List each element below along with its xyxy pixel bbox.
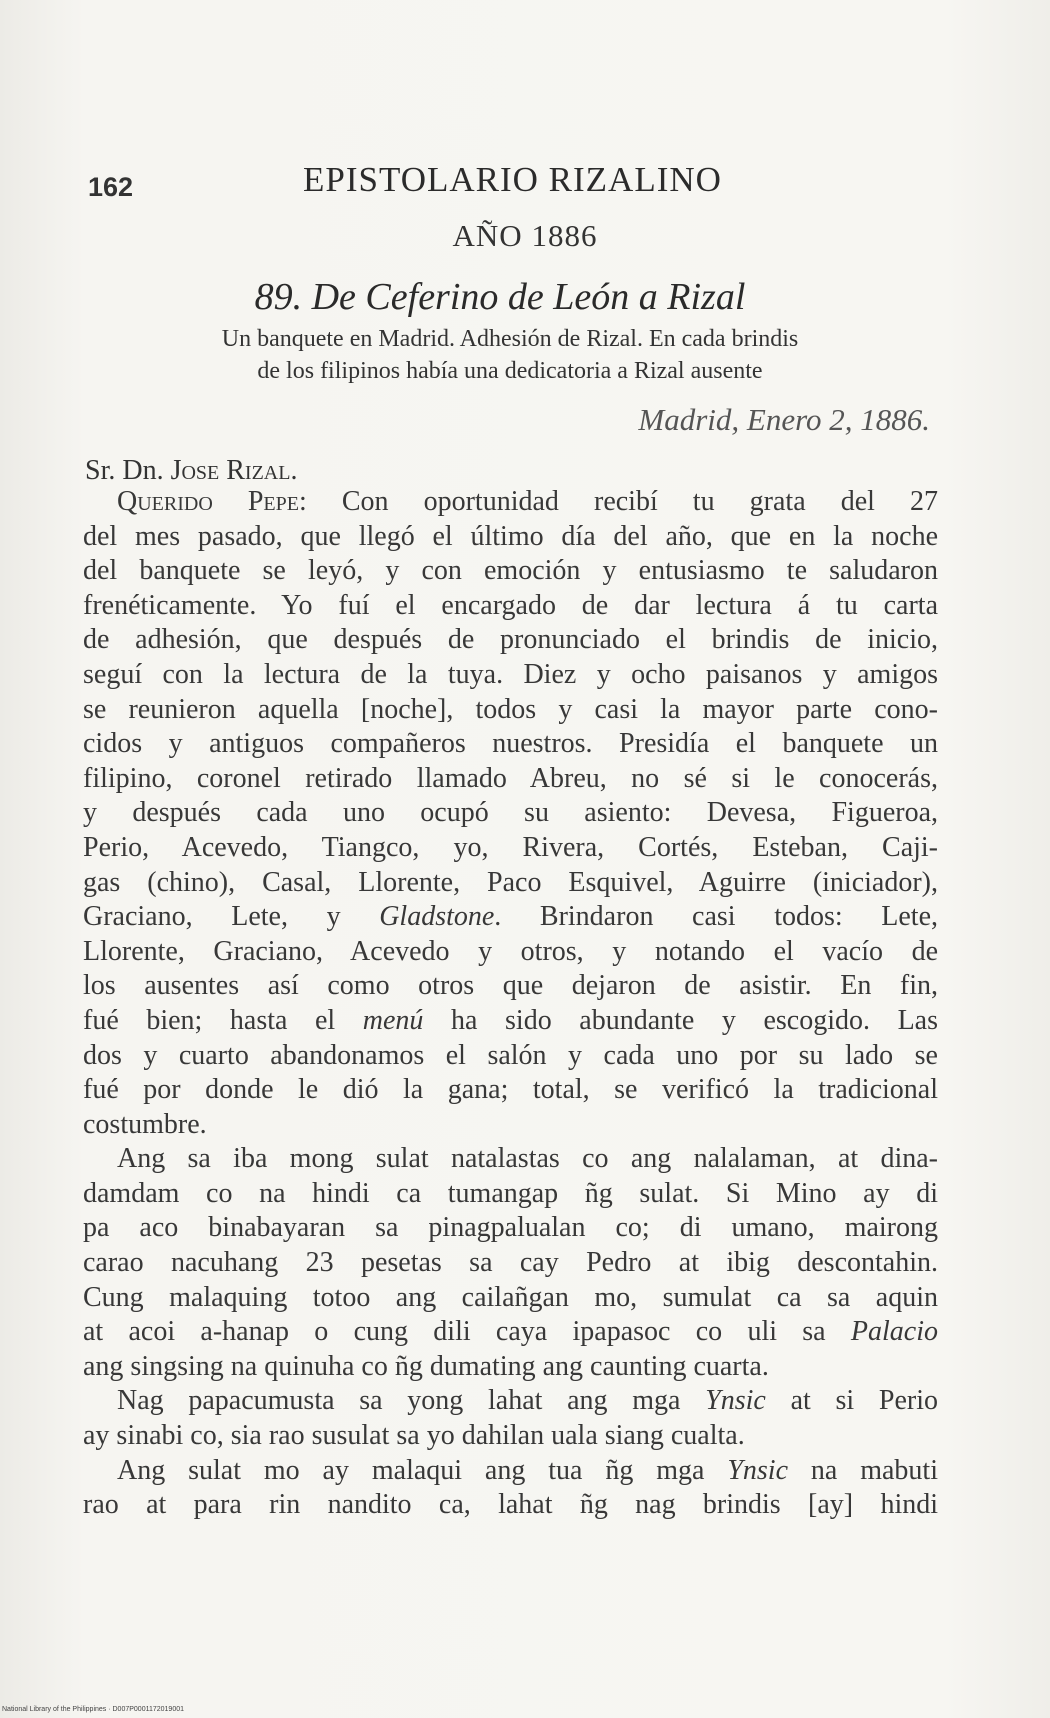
body-line: at acoi a-hanap o cung dili caya ipapasoc co uli sa Palacio — [83, 1316, 938, 1348]
body-line: cidos y antiguos compañeros nuestros. Presidía el banquete un — [83, 728, 938, 760]
body-line: ang singsing na quinuha co ñg dumating ang caunting cuarta. — [83, 1350, 769, 1382]
body-line: Perio, Acevedo, Tiangco, yo, Rivera, Cortés, Esteban, Caji- — [83, 831, 938, 863]
letter-summary — [120, 323, 900, 387]
body-line: carao nacuhang 23 pesetas sa cay Pedro at ibig descontahin. — [83, 1247, 938, 1279]
salutation-prefix: Sr. Dn. — [85, 455, 164, 486]
summary-line: de los filipinos había una dedicatoria a Rizal ausente — [257, 358, 763, 384]
year-heading: AÑO 1886 — [452, 218, 598, 253]
summary-line: Un banquete en Madrid. Adhesión de Rizal. En cada brindis — [221, 326, 799, 352]
body-line: pa aco binabayaran sa pinagpalualan co; di umano, mairong — [83, 1212, 938, 1244]
body-line: Llorente, Graciano, Acevedo y otros, y notando el vacío de — [83, 935, 938, 967]
opening-words: Querido Pepe — [117, 486, 299, 517]
body-line: seguí con la lectura de la tuya. Diez y ocho paisanos y amigos — [83, 658, 938, 690]
italic-word: menú — [362, 1004, 424, 1036]
body-line: Ang sa iba mong sulat natalastas co ang nalalaman, at dina- — [117, 1143, 938, 1175]
body-line: Querido Pepe: Con oportunidad recibí tu grata del 27 — [117, 486, 938, 517]
italic-name: Gladstone — [379, 901, 495, 933]
body-line: los ausentes así como otros que dejaron de asistir. En fin, — [83, 970, 938, 1002]
salutation — [85, 455, 297, 487]
body-line: se reunieron aquella [noche], todos y casi la mayor parte cono- — [83, 693, 938, 725]
body-line: fué por donde le dió la gana; total, se verificó la tradicional — [83, 1074, 938, 1106]
body-line: filipino, coronel retirado llamado Abreu, no sé si le conocerás, — [83, 762, 938, 794]
body-line: damdam co na hindi ca tumangap ñg sulat. Si Mino ay di — [83, 1177, 938, 1209]
body-line: ay sinabi co, sia rao susulat sa yo dahilan uala siang cualta. — [83, 1420, 745, 1452]
body-line: Nag papacumusta sa yong lahat ang mga Ynsic at si Perio — [117, 1385, 939, 1417]
body-line: del mes pasado, que llegó el último día del año, que en la noche — [83, 520, 938, 552]
italic-word: Ynsic — [727, 1454, 789, 1486]
italic-word: Palacio — [850, 1316, 938, 1348]
dateline: Madrid, Enero 2, 1886. — [638, 402, 930, 437]
body-line: del banquete se leyó, y con emoción y entusiasmo te saludaron — [83, 555, 938, 587]
body-line: fué bien; hasta el menú ha sido abundante y escogido. Las — [83, 1004, 939, 1036]
italic-word: Ynsic — [705, 1385, 766, 1417]
scan-credit: National Library of the Philippines · D007P0001172019001 — [2, 1706, 184, 1713]
body-line: Ang sulat mo ay malaqui ang tua ñg mga Ynsic na mabuti — [117, 1454, 938, 1486]
letter-body — [83, 485, 938, 1523]
body-line: frenéticamente. Yo fuí el encargado de dar lectura á tu carta — [83, 589, 938, 621]
page-header — [88, 160, 948, 220]
body-line: dos y cuarto abandonamos el salón y cada uno por su lado se — [83, 1039, 938, 1071]
letter-title: 89. De Ceferino de León a Rizal — [254, 276, 746, 318]
body-line: gas (chino), Casal, Llorente, Paco Esquivel, Aguirre (iniciador), — [83, 866, 938, 898]
body-line: rao at para rin nandito ca, lahat ñg nag brindis [ay] hindi — [83, 1489, 938, 1521]
body-line: Cung malaquing totoo ang cailañgan mo, sumulat ca sa aquin — [83, 1281, 938, 1313]
salutation-name: Jose Rizal. — [170, 455, 298, 486]
body-line: Graciano, Lete, y Gladstone. Brindaron casi todos: Lete, — [83, 901, 938, 933]
body-line: costumbre. — [83, 1108, 207, 1140]
body-line: de adhesión, que después de pronunciado el brindis de inicio, — [83, 624, 938, 656]
body-line: y después cada uno ocupó su asiento: Devesa, Figueroa, — [83, 797, 938, 829]
running-title: EPISTOLARIO RIZALINO — [303, 160, 722, 199]
page-number: 162 — [88, 172, 134, 202]
